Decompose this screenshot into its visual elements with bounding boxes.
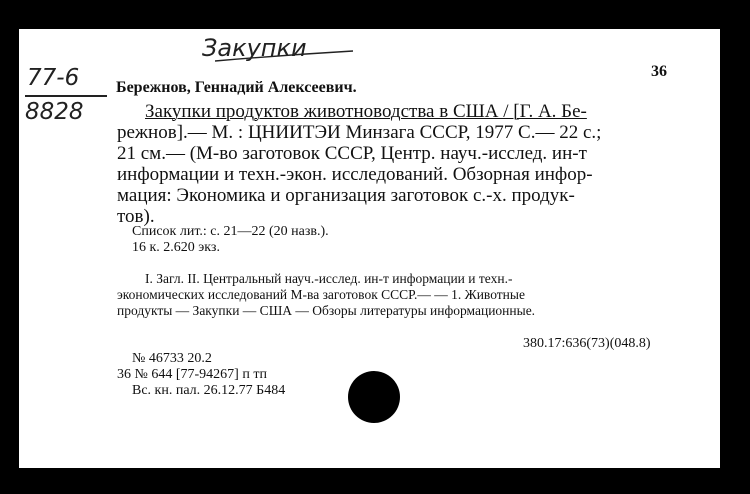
title-block <box>117 101 601 227</box>
order-number: № 46733 20.2 <box>132 351 212 366</box>
title-line: тов). <box>117 206 155 227</box>
headings-line: I. Загл. II. Центральный науч.-исслед. ин-т информации и техн.- <box>145 271 513 286</box>
title-line: мация: Экономика и организация заготовок с.-х. продук- <box>117 185 575 206</box>
headings-line: экономических исследований М-ва заготовок СССР.— — 1. Животные <box>117 287 525 302</box>
subject-headings <box>117 271 535 319</box>
title-line: 21 см.— (М-во заготовок СССР, Центр. науч.-исслед. ин-т <box>117 143 587 164</box>
chamber-line: Вс. кн. пал. 26.12.77 Б484 <box>132 383 286 398</box>
price-run-note: 16 к. 2.620 экз. <box>132 240 220 255</box>
handwritten-divider <box>25 95 107 97</box>
handwritten-underline-mark <box>215 49 355 63</box>
card-number: 36 <box>651 63 667 80</box>
register-line: 36 № 644 [77-94267] п тп <box>117 367 267 382</box>
author-heading: Бережнов, Геннадий Алексеевич. <box>116 79 357 96</box>
title-line: режнов].— М. : ЦНИИТЭИ Минзага СССР, 1977 С.— 22 с.; <box>117 122 602 143</box>
handwritten-code-bottom: 8828 <box>25 99 84 125</box>
handwritten-title: Закупки <box>202 34 307 62</box>
bibliography-note: Список лит.: с. 21—22 (20 назв.). <box>132 224 329 239</box>
catalog-card <box>19 29 720 468</box>
title-line: информации и техн.-экон. исследований. Обзорная инфор- <box>117 164 593 185</box>
classification-code: 380.17:636(73)(048.8) <box>523 336 651 351</box>
title-line: Закупки продуктов животноводства в США / [Г. А. Бе- <box>145 101 587 122</box>
headings-line: продукты — Закупки — США — Обзоры литературы информационные. <box>117 303 536 318</box>
punch-hole <box>348 371 400 423</box>
handwritten-code-top: 77-6 <box>27 65 80 91</box>
